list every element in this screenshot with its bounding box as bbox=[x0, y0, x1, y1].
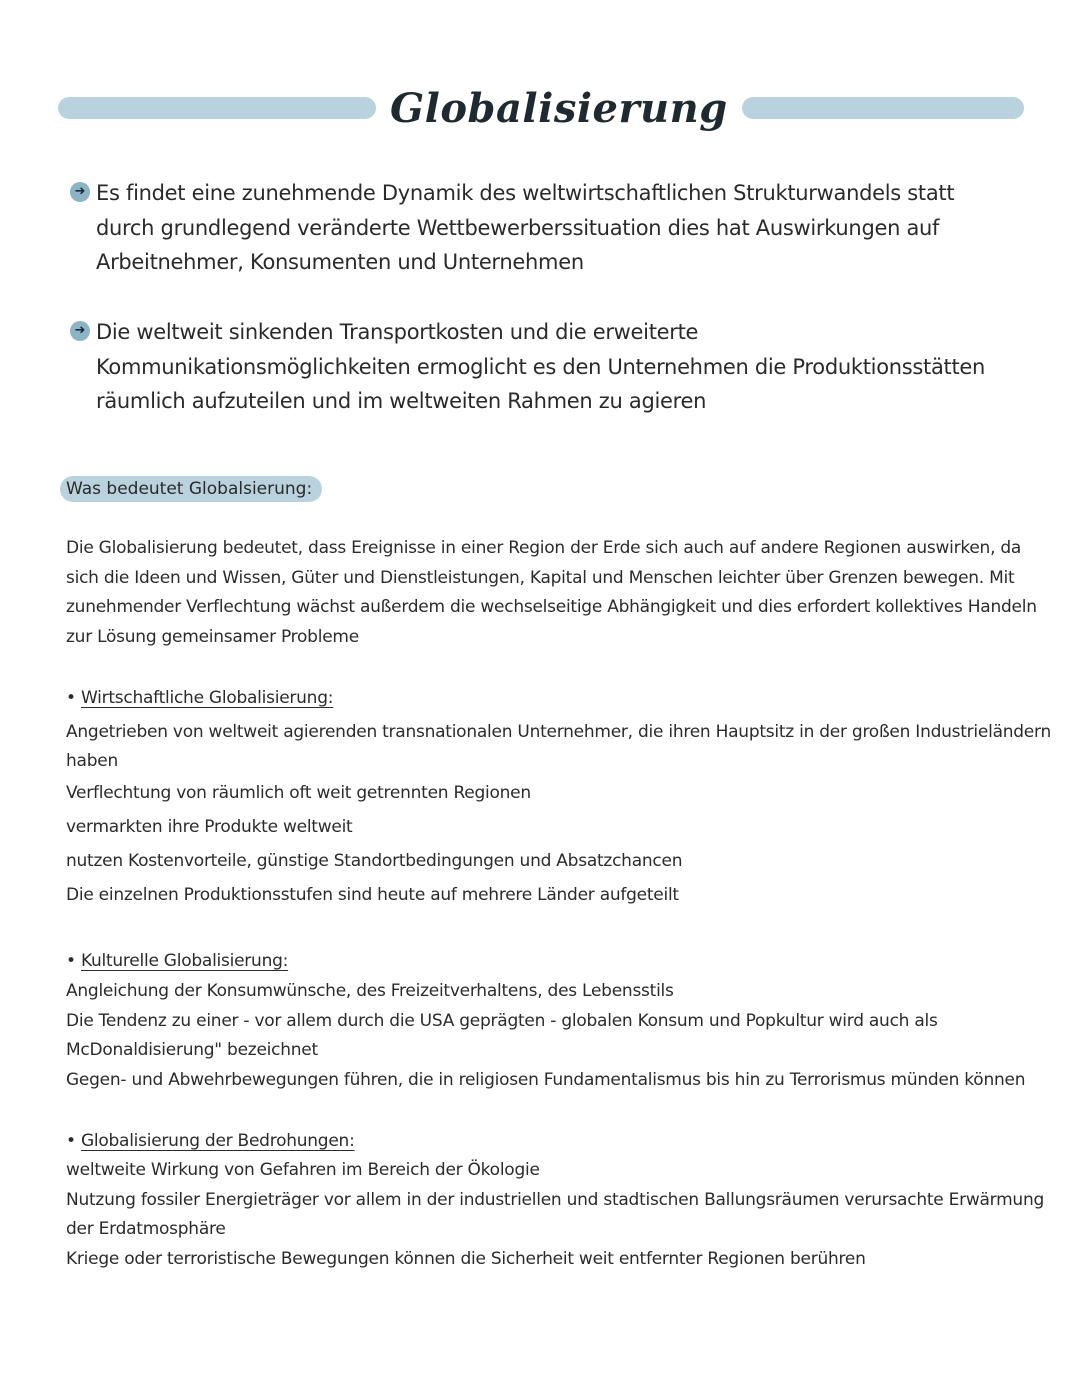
list-item: Verflechtung von räumlich oft weit getrennten Regionen bbox=[66, 783, 531, 803]
bullet-text-2: Die weltweit sinkenden Transportkosten und die erweiterte Kommunikationsmöglichkeiten ermoglicht es den Unternehmen die Produktionsstätten räumlich aufzuteilen und im weltweiten Rahmen zu agieren bbox=[96, 320, 986, 413]
list-item: Die Tendenz zu einer - vor allem durch die USA geprägten - globalen Konsum und Popkultur wird auch als McDonaldisierung" bezeichnet bbox=[66, 1010, 938, 1060]
list-item: vermarkten ihre Produkte weltweit bbox=[66, 817, 353, 837]
definition-paragraph: Die Globalisierung bedeutet, dass Ereignisse in einer Region der Erde sich auch auf andere Regionen auswirken, da sich die Ideen und Wissen, Güter und Dienstleistungen, Kapital und Menschen leichter über Grenzen bewegen. Mit zunehmender Verflechtung wächst außerdem die wechselseitige Abhängigkeit und dies erfordert kollektives Handeln zur Lösung gemeinsamer Probleme bbox=[66, 538, 1037, 648]
arrow-right-icon: ➜ bbox=[70, 182, 90, 202]
list-item: Kriege oder terroristische Bewegungen können die Sicherheit weit entfernter Regionen berühren bbox=[66, 1248, 866, 1269]
list-item: weltweite Wirkung von Gefahren im Bereich der Ökologie bbox=[66, 1160, 540, 1180]
list-item: Nutzung fossiler Energieträger vor allem in der industriellen und stadtischen Ballungsräumen verursachte Erwärmung der Erdatmosphäre bbox=[66, 1189, 1045, 1239]
section-heading-cultural bbox=[66, 947, 288, 975]
list-item: Gegen- und Abwehrbewegungen führen, die in religiosen Fundamentalismus bis hin zu Terrorismus münden können bbox=[66, 1069, 1026, 1090]
bullet-item-2 bbox=[70, 315, 1000, 419]
list-item: Angetrieben von weltweit agierenden transnationalen Unternehmer, die ihren Hauptsitz in der großen Industrieländern haben bbox=[66, 722, 1051, 771]
section-label: Was bedeutet Globalsierung: bbox=[60, 476, 322, 502]
section-heading-threats bbox=[66, 1127, 355, 1155]
list-item: Angleichung der Konsumwünsche, des Freizeitverhaltens, des Lebensstils bbox=[66, 981, 674, 1001]
title-bar-right bbox=[742, 97, 1024, 119]
list-item: nutzen Kostenvorteile, günstige Standortbedingungen und Absatzchancen bbox=[66, 851, 683, 871]
section-lines-threats bbox=[66, 1156, 1051, 1274]
title-bar-left bbox=[58, 97, 376, 119]
title-row bbox=[58, 78, 1024, 138]
bullet-dot: • bbox=[66, 951, 76, 971]
list-item: Die einzelnen Produktionsstufen sind heute auf mehrere Länder aufgeteilt bbox=[66, 885, 679, 905]
section-lines-economic bbox=[66, 718, 1051, 912]
section-heading-text: Globalisierung der Bedrohungen: bbox=[80, 1131, 355, 1151]
section-heading-economic bbox=[66, 684, 333, 712]
bullet-dot: • bbox=[66, 688, 76, 708]
page-title: Globalisierung bbox=[390, 84, 728, 132]
bullet-item-1 bbox=[70, 176, 1000, 280]
arrow-right-icon: ➜ bbox=[70, 321, 90, 341]
section-heading-text: Wirtschaftliche Globalisierung: bbox=[80, 688, 334, 708]
section-lines-cultural bbox=[66, 977, 1051, 1095]
bullet-dot: • bbox=[66, 1131, 76, 1151]
bullet-text-1: Es findet eine zunehmende Dynamik des weltwirtschaftlichen Strukturwandels statt durch grundlegend veränderte Wettbewerberssituation dies hat Auswirkungen auf Arbeitnehmer, Konsumenten und Unternehmen bbox=[96, 181, 955, 274]
section-heading-text: Kulturelle Globalisierung: bbox=[80, 951, 289, 971]
